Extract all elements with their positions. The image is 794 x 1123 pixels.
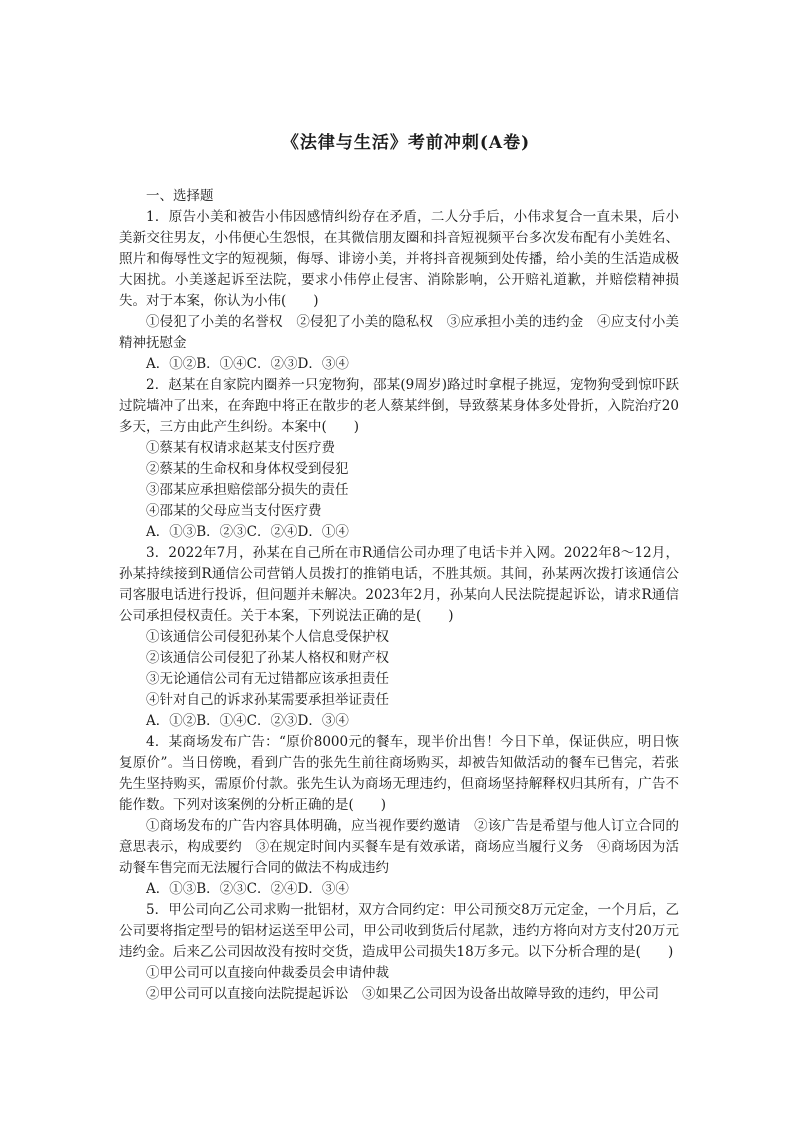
question-4-stem: 4．某商场发布广告：“原价8000元的餐车，现半价出售！今日下单，保证供应，明日恢复原价”。当日傍晚，看到广告的张先生前往商场购买，却被告知做活动的餐车已售完，若张先生坚持购买，需原价付款。张先生认为商场无理违约，但商场坚持解释权归其所有，广告不能作数。下列对该案例的分析正确的是( ): [119, 734, 679, 813]
question-3-answers: A．①②B．①④C．②③D．③④: [146, 713, 349, 729]
question-4-options: ①商场发布的广告内容具体明确，应当视作要约邀请 ②该广告是希望与他人订立合同的意思表示，构成要约 ③在规定时间内买餐车是有效承诺，商场应当履行义务 ④商场因为活动餐车售完而无法履行合同的做法不构成违约: [119, 818, 679, 876]
question-1-answers: A．①②B．①④C．②③D．③④: [146, 356, 349, 372]
section-heading: 一、选择题: [146, 188, 214, 204]
question-2-stem: 2．赵某在自家院内圈养一只宠物狗，邵某(9周岁)路过时拿棍子挑逗，宠物狗受到惊吓跃过院墙冲了出来，在奔跑中将正在散步的老人蔡某绊倒，导致蔡某身体多处骨折，入院治疗20多天，三方由此产生纠纷。本案中( ): [119, 377, 679, 435]
question-2-option-2: ②蔡某的生命权和身体权受到侵犯: [146, 461, 349, 477]
question-5-option-2: ②甲公司可以直接向法院提起诉讼 ③如果乙公司因为设备出故障导致的违约，甲公司: [146, 986, 659, 1002]
question-4-answers: A．①③B．②③C．②④D．③④: [146, 881, 349, 897]
question-5-option-1: ①甲公司可以直接向仲裁委员会申请仲裁: [146, 965, 389, 981]
question-2-option-4: ④邵某的父母应当支付医疗费: [146, 503, 322, 519]
question-2-option-1: ①蔡某有权请求赵某支付医疗费: [146, 440, 335, 456]
question-3-option-1: ①该通信公司侵犯孙某个人信息受保护权: [146, 629, 389, 645]
question-2-answers: A．①③B．②③C．②④D．①④: [146, 524, 349, 540]
question-3-option-4: ④针对自己的诉求孙某需要承担举证责任: [146, 692, 389, 708]
question-1-options: ①侵犯了小美的名誉权 ②侵犯了小美的隐私权 ③应承担小美的违约金 ④应支付小美精神抚慰金: [119, 314, 679, 351]
question-3-option-3: ③无论通信公司有无过错都应该承担责任: [146, 671, 389, 687]
question-1-stem: 1．原告小美和被告小伟因感情纠纷存在矛盾，二人分手后，小伟求复合一直未果，后小美新交往男友，小伟便心生怨恨，在其微信朋友圈和抖音短视频平台多次发布配有小美姓名、照片和侮辱性文字的短视频，侮辱、诽谤小美，并将抖音视频到处传播，给小美的生活造成极大困扰。小美遂起诉至法院，要求小伟停止侵害、消除影响，公开赔礼道歉，并赔偿精神损失。对于本案，你认为小伟( ): [119, 209, 679, 309]
question-2-option-3: ③邵某应承担赔偿部分损失的责任: [146, 482, 349, 498]
question-3-option-2: ②该通信公司侵犯了孙某人格权和财产权: [146, 650, 389, 666]
document-page: [119, 130, 679, 1005]
question-5-stem: 5．甲公司向乙公司求购一批铝材，双方合同约定：甲公司预交8万元定金，一个月后，乙公司要将指定型号的铝材运送至甲公司，甲公司收到货后付尾款，违约方将向对方支付20万元违约金。后来乙公司因故没有按时交货，造成甲公司损失18万多元。以下分析合理的是( ): [119, 902, 679, 960]
question-3-stem: 3．2022年7月，孙某在自己所在市R通信公司办理了电话卡并入网。2022年8～12月，孙某持续接到R通信公司营销人员拨打的推销电话，不胜其烦。其间，孙某两次拨打该通信公司客服电话进行投诉，但问题并未解决。2023年2月，孙某向人民法院提起诉讼，请求R通信公司承担侵权责任。关于本案，下列说法正确的是( ): [119, 545, 679, 624]
document-title: 《法律与生活》考前冲刺(A卷): [281, 133, 531, 153]
